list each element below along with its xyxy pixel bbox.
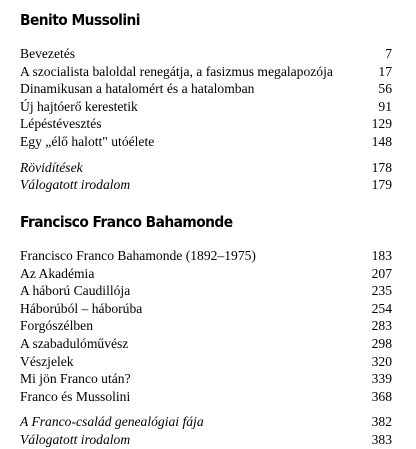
- toc-spacer: [20, 405, 392, 413]
- entry-page: 129: [371, 116, 392, 132]
- entry-page: 207: [371, 265, 392, 281]
- toc-entry[interactable]: [20, 133, 392, 151]
- entry-title: Francisco Franco Bahamonde (1892–1975): [20, 248, 256, 263]
- entry-page: 17: [378, 63, 392, 79]
- entry-title: Rövidítések: [20, 159, 83, 175]
- section-title-mussolini: Benito Mussolini: [20, 11, 140, 29]
- entry-title: Vészjelek: [20, 353, 74, 369]
- entry-title: Válogatott irodalom: [20, 177, 131, 193]
- entry-title: Az Akadémia: [20, 265, 95, 281]
- toc-appendix-entry[interactable]: [20, 413, 392, 431]
- entry-title: A háború Caudillója: [20, 283, 131, 299]
- toc-entry[interactable]: [20, 300, 392, 318]
- toc-appendix-entry[interactable]: [20, 431, 392, 449]
- entry-page: 283: [371, 318, 392, 334]
- entry-page: 339: [371, 371, 392, 387]
- entry-title: Háborúból – háborúba: [20, 300, 143, 316]
- entry-title: Lépéstévesztés: [20, 116, 102, 132]
- entry-title: Új hajtóerő kerestetik: [20, 98, 138, 114]
- toc-entry[interactable]: [20, 63, 392, 81]
- entry-title: Bevezetés: [20, 46, 76, 61]
- toc-entry[interactable]: [20, 317, 392, 335]
- entry-title: A Franco-család genealógiai fája: [20, 414, 204, 430]
- entry-page: 56: [378, 81, 392, 97]
- section-title-franco: Francisco Franco Bahamonde: [20, 213, 233, 231]
- entry-title: Forgószélben: [20, 318, 93, 334]
- entry-title: Egy „élő halott" utóélete: [20, 133, 155, 149]
- entry-page: 298: [371, 335, 392, 351]
- entry-page: 383: [371, 431, 392, 447]
- toc-entry[interactable]: [20, 388, 392, 406]
- toc-appendix-entry[interactable]: [20, 176, 392, 194]
- entry-title: Mi jön Franco után?: [20, 371, 131, 387]
- entry-title: A szocialista baloldal renegátja, a fasizmus megalapozója: [20, 63, 333, 79]
- toc-entry[interactable]: [20, 80, 392, 98]
- toc-entry[interactable]: [20, 247, 392, 265]
- entry-page: 91: [378, 98, 392, 114]
- entry-page: 254: [371, 300, 392, 316]
- entry-page: 148: [371, 133, 392, 149]
- entry-page: 183: [371, 248, 392, 263]
- toc-appendix-entry[interactable]: [20, 159, 392, 177]
- entry-title: A szabadulóművész: [20, 335, 129, 351]
- entry-page: 179: [371, 177, 392, 193]
- toc-entry[interactable]: [20, 115, 392, 133]
- entry-title: Válogatott irodalom: [20, 431, 131, 447]
- entry-page: 235: [371, 283, 392, 299]
- entry-page: 382: [371, 414, 392, 430]
- toc-spacer: [20, 151, 392, 159]
- toc-section-franco: [20, 247, 392, 449]
- entry-title: Dinamikusan a hatalomért és a hatalomban: [20, 81, 255, 97]
- toc-entry[interactable]: [20, 335, 392, 353]
- entry-page: 320: [371, 353, 392, 369]
- toc-entry[interactable]: [20, 45, 392, 63]
- toc-entry[interactable]: [20, 282, 392, 300]
- entry-page: 7: [385, 46, 392, 61]
- toc-entry[interactable]: [20, 353, 392, 371]
- entry-page: 178: [371, 159, 392, 175]
- entry-page: 368: [371, 388, 392, 404]
- toc-entry[interactable]: [20, 265, 392, 283]
- toc-entry[interactable]: [20, 98, 392, 116]
- entry-title: Franco és Mussolini: [20, 388, 131, 404]
- toc-entry[interactable]: [20, 370, 392, 388]
- toc-section-mussolini: [20, 45, 392, 194]
